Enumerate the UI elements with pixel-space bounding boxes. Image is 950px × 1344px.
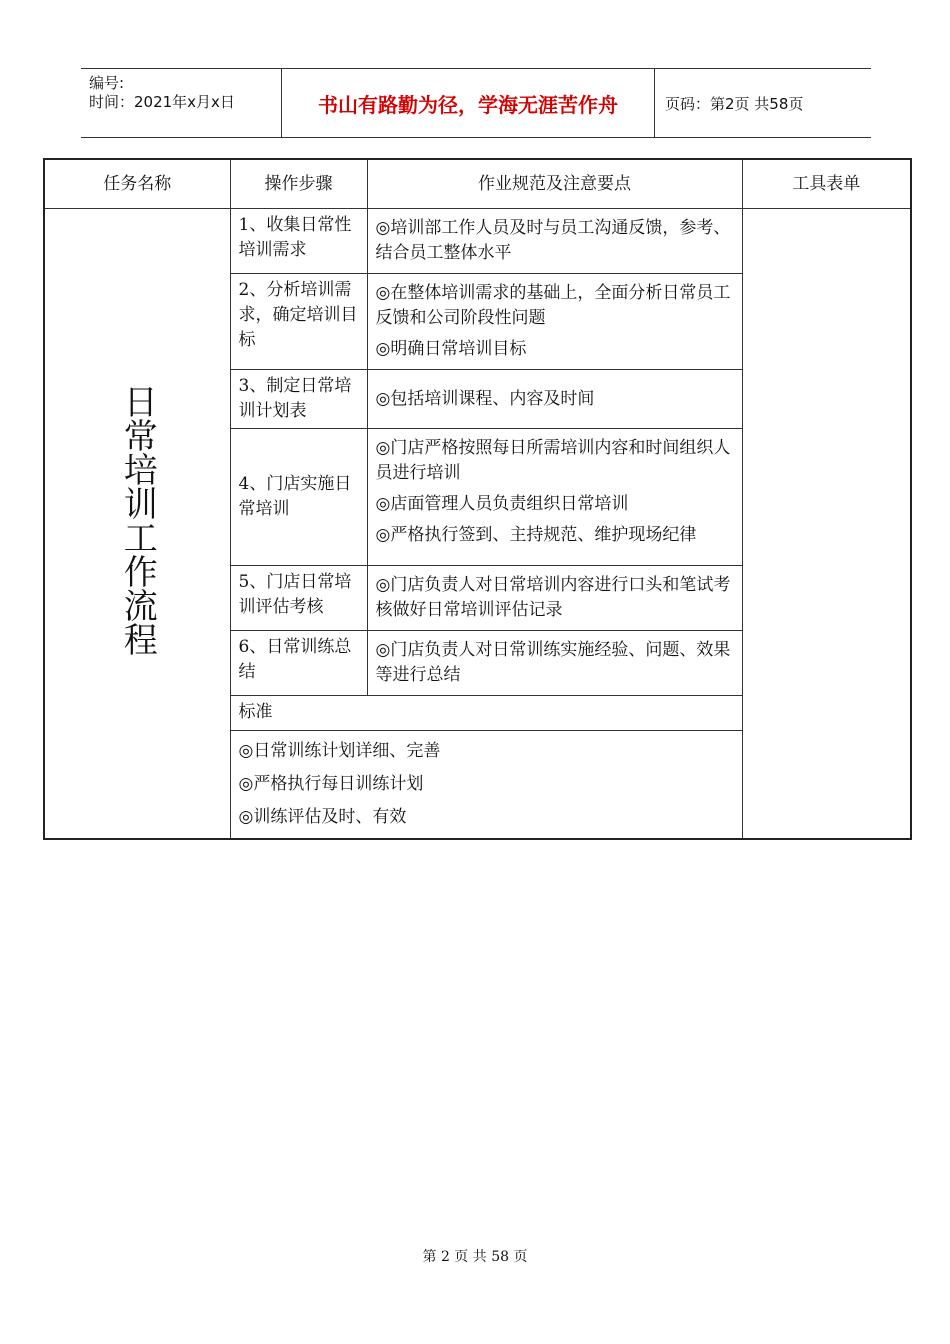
page-header [81, 68, 871, 138]
spec-item: ◎店面管理人员负责组织日常培训 [375, 494, 629, 514]
step-cell: 2、分析培训需求，确定培训目标 [230, 274, 367, 370]
table-header-row [44, 159, 911, 209]
col-header-task: 任务名称 [44, 159, 230, 209]
spec-item: ◎门店负责人对日常训练实施经验、问题、效果等进行总结 [375, 640, 731, 685]
spec-cell [367, 370, 742, 429]
tools-cell [742, 209, 911, 840]
spec-item: ◎严格执行签到、主持规范、维护现场纪律 [375, 525, 697, 545]
standards-cell [230, 731, 742, 840]
spec-cell [367, 631, 742, 696]
col-header-spec: 作业规范及注意要点 [367, 159, 742, 209]
standard-item: ◎严格执行每日训练计划 [238, 774, 424, 794]
step-cell: 6、日常训练总结 [230, 631, 367, 696]
spec-cell [367, 429, 742, 566]
standard-label: 标准 [230, 696, 742, 731]
page-info: 页码：第2页 共58页 [665, 94, 804, 113]
step-cell: 4、门店实施日常培训 [230, 429, 367, 566]
spec-cell [367, 566, 742, 631]
task-name: 日常培训工作流程 [117, 383, 158, 656]
motto: 书山有路勤为径，学海无涯苦作舟 [282, 69, 655, 137]
workflow-table [43, 158, 912, 840]
spec-item: ◎在整体培训需求的基础上，全面分析日常员工反馈和公司阶段性问题 [375, 283, 731, 328]
col-header-step: 操作步骤 [230, 159, 367, 209]
spec-cell [367, 209, 742, 274]
step-cell: 1、收集日常性培训需求 [230, 209, 367, 274]
standard-item: ◎日常训练计划详细、完善 [238, 741, 441, 761]
spec-item: ◎培训部工作人员及时与员工沟通反馈，参考、结合员工整体水平 [375, 218, 731, 263]
page-footer: 第 2 页 共 58 页 [422, 1249, 528, 1265]
step-cell: 3、制定日常培训计划表 [230, 370, 367, 429]
step-cell: 5、门店日常培训评估考核 [230, 566, 367, 631]
spec-item: ◎门店严格按照每日所需培训内容和时间组织人员进行培训 [375, 438, 731, 483]
spec-item: ◎包括培训课程、内容及时间 [375, 388, 595, 409]
spec-item: ◎明确日常培训目标 [375, 339, 527, 359]
spec-item: ◎门店负责人对日常培训内容进行口头和笔试考核做好日常培训评估记录 [375, 575, 731, 620]
col-header-tools: 工具表单 [742, 159, 911, 209]
task-name-cell [44, 209, 230, 840]
spec-cell [367, 274, 742, 370]
standard-item: ◎训练评估及时、有效 [238, 807, 407, 827]
header-meta [81, 69, 282, 137]
time-label: 时间：2021年x月x日 [89, 93, 235, 111]
table-row [44, 209, 911, 274]
code-label: 编号: [89, 74, 125, 92]
